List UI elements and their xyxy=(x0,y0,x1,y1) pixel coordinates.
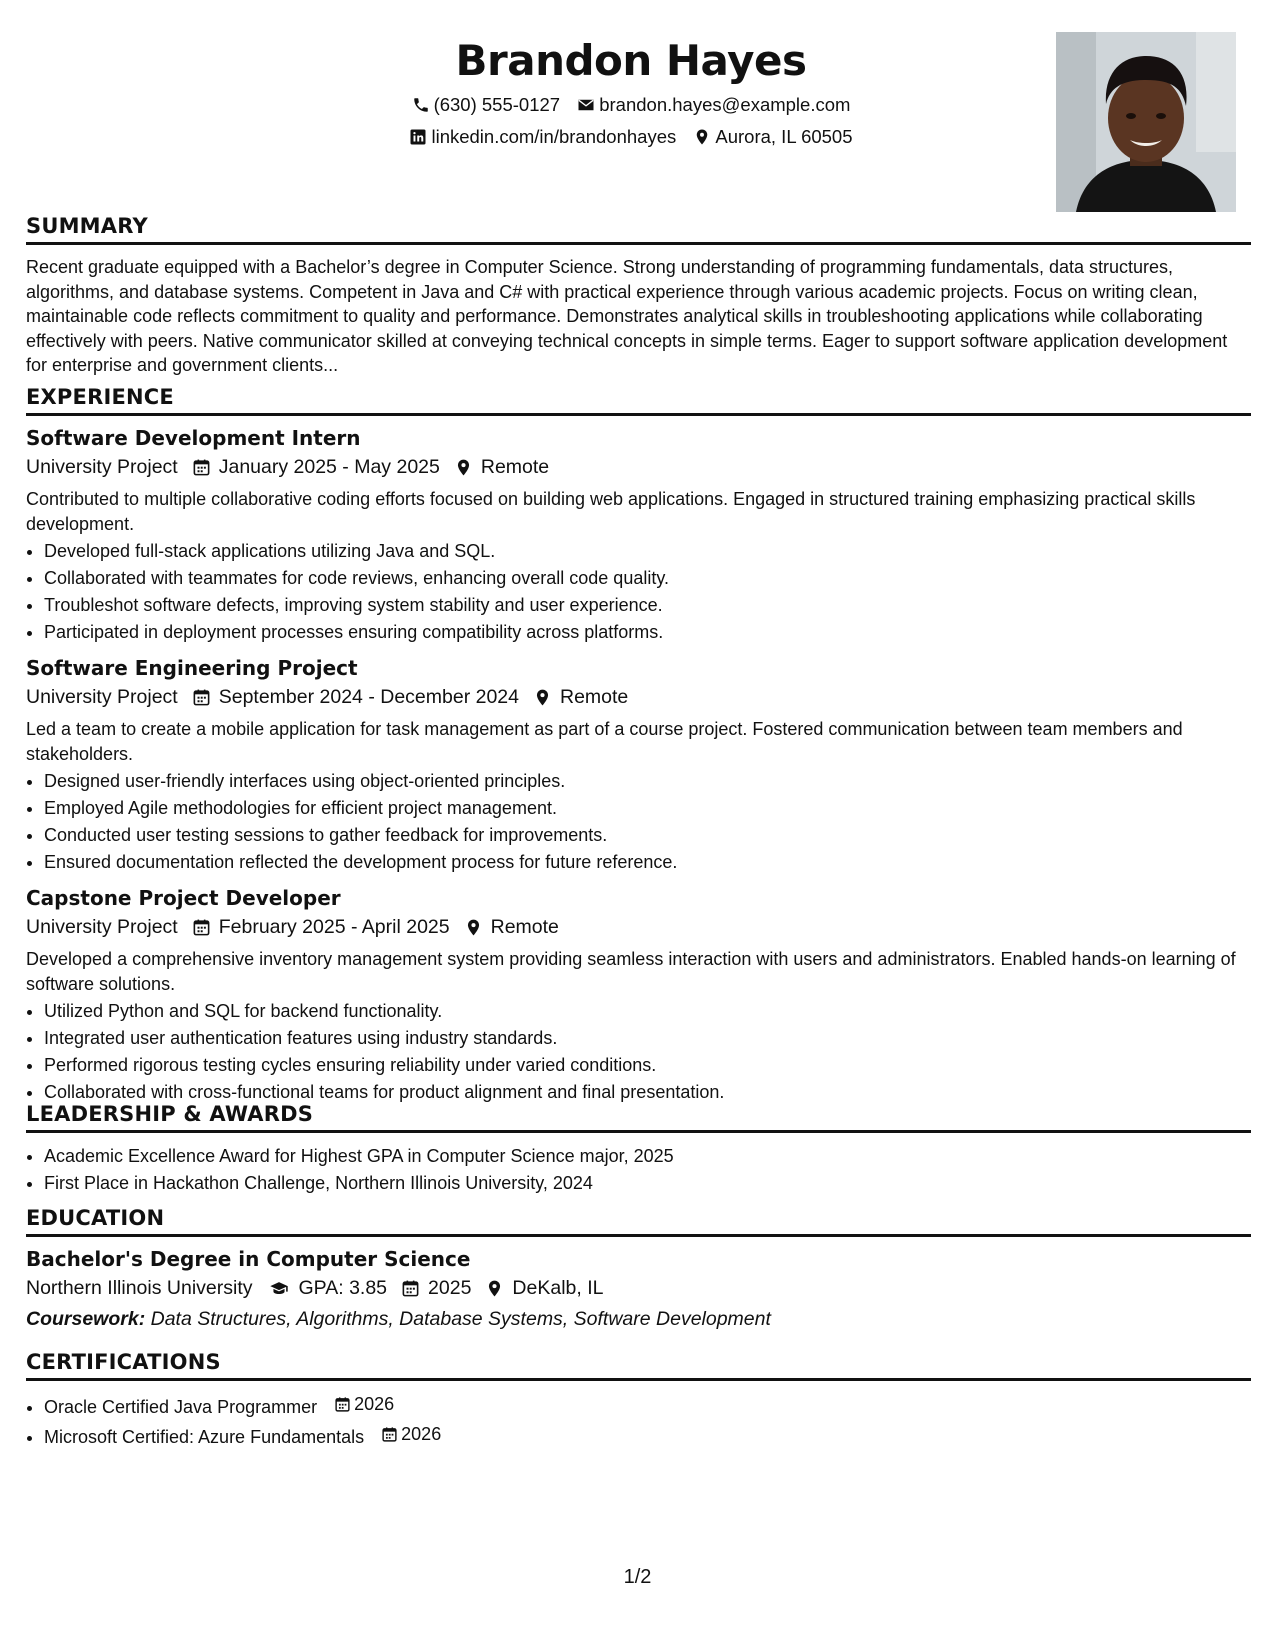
job-description: Led a team to create a mobile application for task management as part of a course project. Fostered communication between team members and stakeholders. xyxy=(26,719,1183,764)
job-dates-text: September 2024 - December 2024 xyxy=(218,686,519,708)
location-contact xyxy=(693,126,852,148)
experience-section xyxy=(26,385,1251,1106)
map-pin-icon xyxy=(454,458,473,477)
contact-line-1 xyxy=(26,94,1236,119)
education-meta xyxy=(26,1277,1251,1300)
job-location-text: Remote xyxy=(559,686,629,708)
job-meta xyxy=(26,686,1251,709)
list-item: • Utilized Python and SQL for backend functionality. xyxy=(44,998,1251,1025)
job-bullets xyxy=(26,538,1251,646)
cert-name: Oracle Certified Java Programmer xyxy=(44,1397,318,1417)
list-item: • Academic Excellence Award for Highest GPA in Computer Science major, 2025 xyxy=(44,1143,1251,1170)
graduation-year-text: 2025 xyxy=(428,1277,472,1299)
job-description: Developed a comprehensive inventory management system providing seamless interaction with users and administrators. Enabled hands-on learning of software solutions. xyxy=(26,949,1236,994)
job-dates xyxy=(192,916,450,939)
phone-contact xyxy=(412,94,561,116)
graduation-year xyxy=(401,1277,471,1300)
coursework xyxy=(26,1308,1251,1331)
phone-number: (630) 555-0127 xyxy=(433,94,561,115)
list-item: • Ensured documentation reflected the development process for future reference. xyxy=(44,849,1251,876)
school-name: Northern Illinois University xyxy=(26,1277,253,1299)
map-pin-icon xyxy=(533,688,552,707)
experience-heading: EXPERIENCE xyxy=(26,385,1251,416)
job-description: Contributed to multiple collaborative coding efforts focused on building web applications. Engaged in structured training emphasizing practical skills development. xyxy=(26,489,1196,534)
map-pin-icon xyxy=(464,918,483,937)
calendar-icon xyxy=(192,688,211,707)
coursework-text: Data Structures, Algorithms, Database Systems, Software Development xyxy=(150,1308,771,1330)
certifications-heading: CERTIFICATIONS xyxy=(26,1350,1251,1381)
certifications-list xyxy=(26,1391,1251,1451)
school-location xyxy=(485,1277,603,1300)
map-pin-icon xyxy=(485,1279,504,1298)
education-section xyxy=(26,1206,1251,1331)
calendar-icon xyxy=(381,1426,398,1443)
envelope-icon xyxy=(577,96,595,114)
list-item: • Designed user-friendly interfaces using object-oriented principles. xyxy=(44,768,1251,795)
graduation-cap-icon xyxy=(267,1279,291,1298)
job-location xyxy=(533,686,628,709)
job-dates-text: January 2025 - May 2025 xyxy=(218,456,440,478)
summary-text: Recent graduate equipped with a Bachelor’s degree in Computer Science. Strong understanding of programming fundamentals, data structures, algorithms, and database systems. Competent in Java and C# with practical experience through various academic projects. Focus on writing clean, maintainable code reflects commitment to quality and performance. Demonstrates analytical skills in troubleshooting applications while collaborating effectively with peers. Native communicator skilled at conveying technical concepts in simple terms. Eager to support software application development for enterprise and government clients... xyxy=(26,257,1228,375)
job-meta xyxy=(26,916,1251,939)
list-item: • Conducted user testing sessions to gather feedback for improvements. xyxy=(44,822,1251,849)
page-number: 1/2 xyxy=(623,1566,652,1588)
job-meta xyxy=(26,456,1251,479)
home-location: Aurora, IL 60505 xyxy=(715,126,853,147)
list-item: • Collaborated with teammates for code reviews, enhancing overall code quality. xyxy=(44,565,1251,592)
linkedin-url[interactable]: linkedin.com/in/brandonhayes xyxy=(431,126,677,147)
gpa-text: GPA: 3.85 xyxy=(298,1277,388,1299)
job-org: University Project xyxy=(26,456,178,478)
job-location xyxy=(454,456,549,479)
map-pin-icon xyxy=(693,128,711,146)
degree-title: Bachelor's Degree in Computer Science xyxy=(26,1247,471,1271)
list-item: • Performed rigorous testing cycles ensuring reliability under varied conditions. xyxy=(44,1052,1251,1079)
job-dates xyxy=(192,686,519,709)
job-entry xyxy=(26,426,1251,646)
contact-line-2 xyxy=(26,126,1236,151)
job-dates-text: February 2025 - April 2025 xyxy=(218,916,450,938)
gpa xyxy=(267,1277,388,1300)
list-item xyxy=(44,1421,1251,1451)
list-item: • First Place in Hackathon Challenge, Northern Illinois University, 2024 xyxy=(44,1170,1251,1197)
resume-header xyxy=(26,34,1236,214)
cert-date xyxy=(334,1391,394,1418)
summary-section xyxy=(26,214,1251,378)
job-title: Capstone Project Developer xyxy=(26,886,341,910)
list-item: • Employed Agile methodologies for efficient project management. xyxy=(44,795,1251,822)
cert-year: 2026 xyxy=(401,1424,442,1444)
job-org: University Project xyxy=(26,916,178,938)
job-entry xyxy=(26,656,1251,876)
job-bullets xyxy=(26,768,1251,876)
list-item: • Collaborated with cross-functional teams for product alignment and final presentation. xyxy=(44,1079,1251,1106)
calendar-icon xyxy=(401,1279,420,1298)
leadership-heading: LEADERSHIP & AWARDS xyxy=(26,1102,1251,1133)
cert-date xyxy=(381,1421,441,1448)
job-dates xyxy=(192,456,440,479)
list-item: • Integrated user authentication features using industry standards. xyxy=(44,1025,1251,1052)
job-location-text: Remote xyxy=(490,916,559,938)
awards-list xyxy=(26,1143,1251,1197)
coursework-label: Coursework: xyxy=(26,1308,146,1330)
candidate-name: Brandon Hayes xyxy=(455,36,807,85)
profile-photo xyxy=(1056,32,1236,212)
job-title: Software Engineering Project xyxy=(26,656,358,680)
job-title: Software Development Intern xyxy=(26,426,361,450)
list-item: • Developed full-stack applications utilizing Java and SQL. xyxy=(44,538,1251,565)
linkedin-icon xyxy=(409,128,427,146)
list-item: • Participated in deployment processes ensuring compatibility across platforms. xyxy=(44,619,1251,646)
certifications-section xyxy=(26,1350,1251,1451)
calendar-icon xyxy=(192,458,211,477)
cert-name: Microsoft Certified: Azure Fundamentals xyxy=(44,1427,365,1447)
summary-heading: SUMMARY xyxy=(26,214,1251,245)
list-item xyxy=(44,1391,1251,1421)
job-entry xyxy=(26,886,1251,1106)
job-location-text: Remote xyxy=(480,456,550,478)
linkedin-contact[interactable] xyxy=(409,126,676,148)
cert-year: 2026 xyxy=(354,1394,395,1414)
calendar-icon xyxy=(192,918,211,937)
email-address[interactable]: brandon.hayes@example.com xyxy=(599,94,851,115)
calendar-icon xyxy=(334,1396,351,1413)
leadership-section xyxy=(26,1102,1251,1197)
job-bullets xyxy=(26,998,1251,1106)
job-location xyxy=(464,916,559,939)
phone-icon xyxy=(412,96,430,114)
school-location-text: DeKalb, IL xyxy=(512,1277,604,1299)
education-heading: EDUCATION xyxy=(26,1206,1251,1237)
job-org: University Project xyxy=(26,686,178,708)
profile-portrait-image xyxy=(1056,32,1236,212)
email-contact[interactable] xyxy=(577,94,850,116)
list-item: • Troubleshot software defects, improving system stability and user experience. xyxy=(44,592,1251,619)
